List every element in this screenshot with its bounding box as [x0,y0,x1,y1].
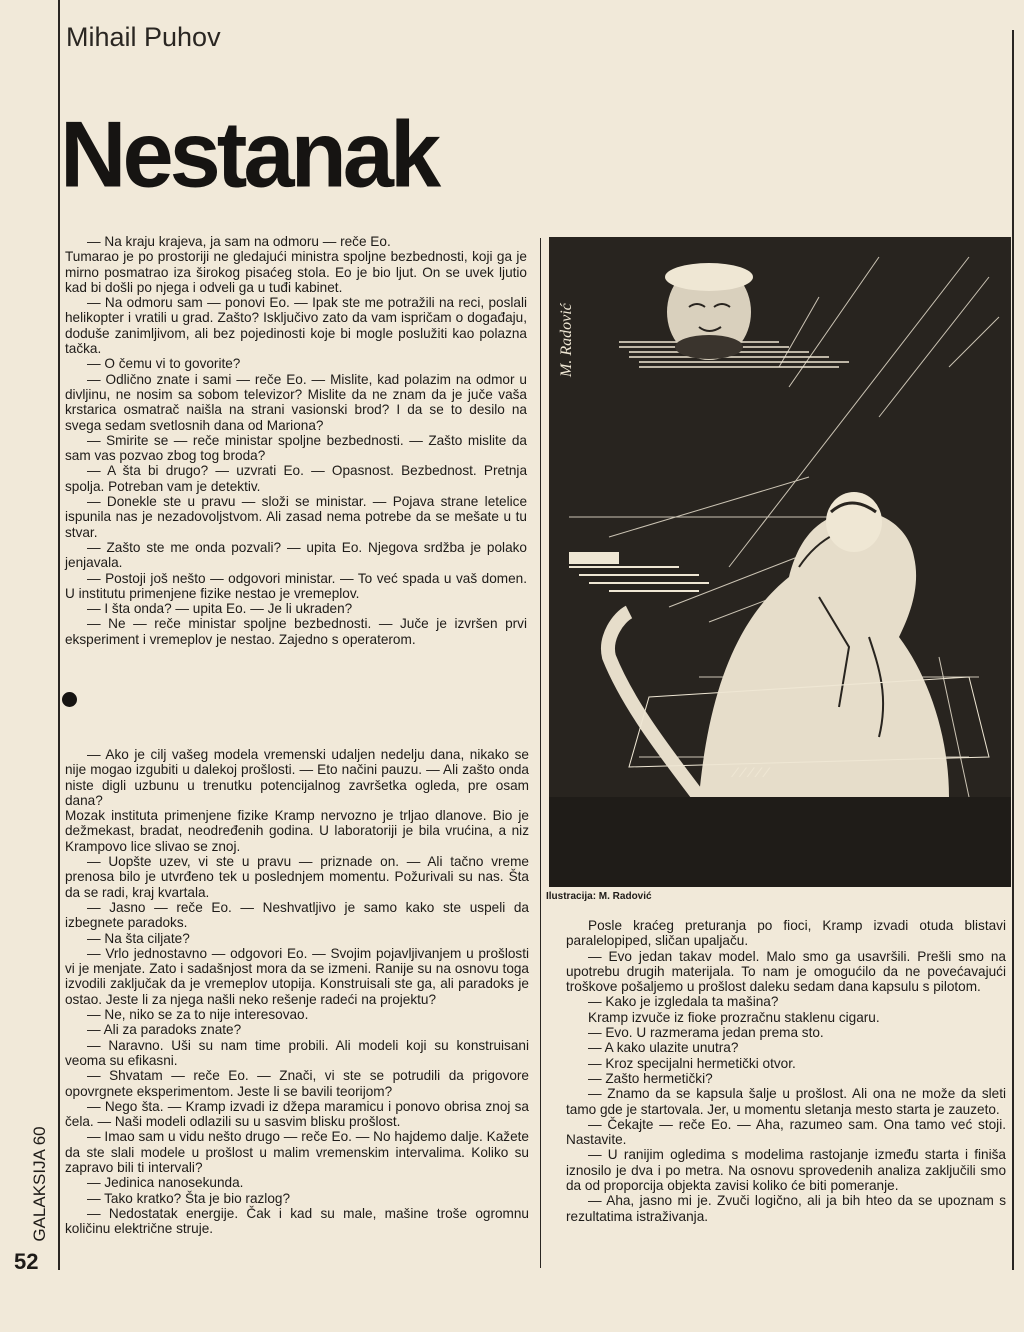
paragraph: — Zašto ste me onda pozvali? — upita Eo. Njegova srdžba je polako jenjavala. [65,539,527,571]
column-2-text [65,747,529,1237]
paragraph: — Postoji još nešto — odgovori ministar. — To već spada u vaš domen. U institutu primenjene fizike nestao je vremeplov. [65,570,527,601]
panel-marking: ///// [731,766,771,781]
paragraph: — Na šta ciljate? [87,930,190,946]
magazine-name: GALAKSIJA 60 [30,1126,49,1242]
paragraph: Tumarao je po prostoriji ne gledajući ministra spoljne bezbednosti, koji ga je mirno posmatrao iza širokog pisaćeg stola. Eo je bio ljut. On se uvek ljutio kad bi došli po njega i odveli ga u tuđi kabinet. [65,249,527,295]
paragraph: — Ako je cilj vašeg modela vremenski udaljen nedelju dana, nikako se nije mogao izgubiti u dalekoj prošlosti. — Eto načini pauzu. — Ali zašto onda niste digli uzbunu u trenutku potencijalnog završetka ogleda, pre osam dana? [65,747,529,808]
author-name: Mihail Puhov [66,22,221,52]
column-1-text [65,234,527,647]
paragraph: — Kako je izgledala ta mašina? [588,994,779,1010]
paragraph: — U ranijim ogledima s modelima rastojanje između starta i finiša iznosilo je dva i po metra. Na osnovu sprovedenih analiza zaključili smo da od proporcija objekta zavisi koliko će biti pomeranje. [566,1147,1006,1194]
paragraph: Kramp izvuče iz fioke prozračnu staklenu cigaru. [588,1009,880,1025]
paragraph: — O čemu vi to govorite? [87,356,241,372]
paragraph: — Nedostatak energije. Čak i kad su male, mašine troše ogromnu količinu električne struje. [65,1205,529,1237]
paragraph: — Znamo da se kapsula šalje u prošlost. Ali ona ne može da sleti tamo gde je startovala. Jer, u momentu sletanja mesto starta je zauzeto. [566,1086,1006,1117]
paragraph: — Ne — reče ministar spoljne bezbednosti. — Juče je izvršen prvi eksperiment i vremeplov je nestao. Zajedno s operaterom. [65,616,527,647]
paragraph: — Aha, jasno mi je. Zvuči logično, ali ja bih hteo da se upoznam s rezultatima istraživanja. [566,1193,1006,1224]
paragraph: — A šta bi drugo? — uzvrati Eo. — Opasnost. Bezbednost. Pretnja spolja. Potreban vam je detektiv. [65,463,527,494]
paragraph: — A kako ulazite unutra? [588,1040,739,1056]
paragraph: — Shvatam — reče Eo. — Znači, vi ste se potrudili da prigovore opovrgnete eksperimentom. Jeste li se bavili teorijom? [65,1068,529,1099]
column-rule [540,238,541,1268]
paragraph: — Naravno. Uši su nam time probili. Ali modeli koji su konstruisani veoma su efikasni. [65,1037,529,1068]
magazine-label [4,1124,76,1244]
paragraph: — I šta onda? — upita Eo. — Je li ukraden? [87,601,353,617]
paragraph: — Uopšte uzev, vi ste u pravu — priznade on. — Ali tačno vreme prenosa bilo je utvrđeno tek u poslednjem momentu. Požurivali su nas. Šta da se radi, kraj kvartala. [65,854,529,900]
paragraph: — Donekle ste u pravu — složi se ministar. — Pojava strane letelice ispunila nas je nezadovoljstvom. Ali zasad nema potrebe da se mešate u tu stvar. [65,494,527,540]
paragraph: — Tako kratko? Šta je bio razlog? [87,1190,291,1206]
illustration-caption: Ilustracija: M. Radović [546,891,652,902]
paragraph: — Jasno — reče Eo. — Neshvatljivo je samo kako ste uspeli da izbegnete paradoks. [65,899,529,931]
paragraph: — Ne, niko se za to nije interesovao. [87,1007,309,1023]
paragraph: Mozak instituta primenjene fizike Kramp nervozno je trljao dlanove. Bio je dežmekast, bradat, neodređenih godina. U laboratoriji je bila vrućina, a niz Krampovo lice slivao se znoj. [65,808,529,854]
paragraph: — Odlično znate i sami — reče Eo. — Mislite, kad polazim na odmor u divljinu, ne nosim sa sobom televizor? Mislite da ne znam da je juče vaša krstarica osmatrač naišla na strani vasionski brod? I da se to desilo na svega sedam svetlosnih dana od Mariona? [65,371,527,433]
right-margin-rule [1012,30,1014,1270]
page-number: 52 [14,1249,39,1274]
paragraph: — Kroz specijalni hermetički otvor. [588,1055,796,1071]
section-break-dot [62,692,77,707]
paragraph: — Na odmoru sam — ponovi Eo. — Ipak ste me potražili na reci, poslali helikopter i vratili u grad. Zašto? Isključivo zato da vam ispričam o događaju, doduše zanimljivom, ali bez pojedinosti koje bi mogle poslužiti kao polazna tačka. [65,295,527,357]
paragraph: — Zašto hermetički? [588,1070,713,1086]
artist-signature: M. Radović [558,303,575,377]
paragraph: — Imao sam u vidu nešto drugo — reče Eo. — No hajdemo dalje. Kažete da ste slali modele u prošlost u malim vremenskim intervalima. Koliko su zapravo bili ti intervali? [65,1129,529,1176]
paragraph: Posle kraćeg preturanja po fioci, Kramp izvadi otuda blistavi paralelopiped, sličan upaljaču. [566,918,1006,949]
paragraph: — Ali za paradoks znate? [87,1022,242,1038]
paragraph: — Jedinica nanosekunda. [87,1175,244,1191]
paragraph: — Na kraju krajeva, ja sam na odmoru — reče Eo. [87,234,391,249]
column-3-text [566,918,1006,1224]
paragraph: — Evo. U razmerama jedan prema sto. [588,1025,824,1041]
paragraph: — Čekajte — reče Eo. — Aha, razumeo sam. Ona tamo već stoji. Nastavite. [566,1116,1006,1148]
paragraph: — Nego šta. — Kramp izvadi iz džepa maramicu i ponovo obrisa znoj sa čela. — Naši modeli odlazili su u sasvim blisku prošlost. [65,1098,529,1130]
paragraph: — Vrlo jednostavno — odgovori Eo. — Svojim pojavljivanjem u prošlosti vi je menjate. Zato i sadašnjost mora da se izmeni. Ranije su na osnovu toga izvodili zaključak da je vremeplov utopija. Konstruisali ste ga, ali paradoks je ostao. Jeste li za njega našli neko rešenje radeći na projektu? [65,945,529,1007]
paragraph: — Smirite se — reče ministar spoljne bezbednosti. — Zašto mislite da sam vas pozvao zbog tog broda? [65,432,527,464]
illustration-man-at-desk [549,237,1011,887]
article-title: Nestanak [60,102,438,207]
paragraph: — Evo jedan takav model. Malo smo ga usavršili. Prešli smo na upotrebu drugih materijala. To nam je omogućilo da ne povećavajući troškove pošaljemo u prošlost daleku sedam dana kapsulu s pilotom. [566,948,1006,995]
